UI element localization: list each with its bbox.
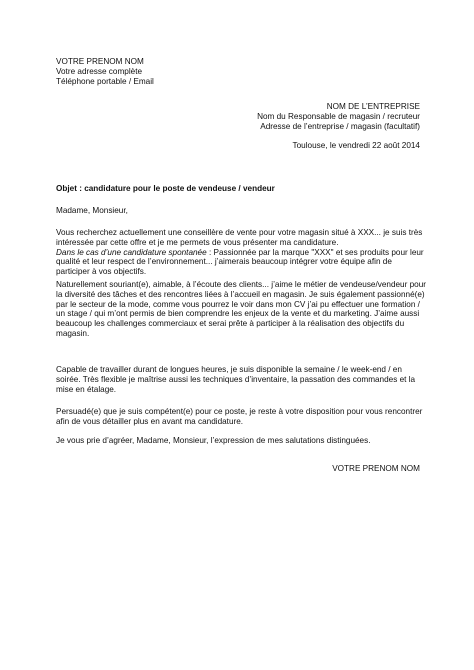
paragraph-3-line: Capable de travailler durant de longues heures, je suis disponible la semaine / le week-end / en [56, 365, 402, 374]
paragraph-1-line: intéressée par cette offre et je me permets de vous présenter ma candidature. [56, 237, 339, 247]
date-line: Toulouse, le vendredi 22 août 2014 [292, 141, 420, 150]
paragraph-4-line: afin de vous détailler plus en avant ma candidature. [56, 416, 244, 426]
salutation: Madame, Monsieur, [56, 206, 128, 215]
paragraph-3-line: soirée. Très flexible je maîtrise aussi les techniques d’inventaire, la passation des commandes et la [56, 374, 416, 384]
paragraph-2-line: la diversité des tâches et des rencontres liées à l’accueil en magasin. Je suis également passionné(e) [56, 289, 425, 299]
paragraph-4 [56, 407, 424, 427]
spontaneous-application-note: Dans le cas d’une candidature spontanée [56, 247, 207, 257]
paragraph-2-line: par le secteur de la mode, comme vous pourrez le voir dans mon CV j’ai pu effectuer une formation / [56, 299, 420, 309]
recipient-company: NOM DE L’ENTREPRISE [326, 102, 420, 111]
paragraph-2 [56, 280, 424, 339]
paragraph-1 [56, 228, 424, 277]
subject-line: Objet : candidature pour le poste de vendeuse / vendeur [56, 184, 275, 193]
paragraph-2-line: beaucoup les challenges commerciaux et serai prête à participer à la réalisation des objectifs du [56, 319, 405, 329]
paragraph-1-line: qualité et leur respect de l’environnement... j’aimerais beaucoup intégrer votre équipe afin de [56, 257, 392, 267]
paragraph-1-line: Vous recherchez actuellement une conseillère de vente pour votre magasin situé à XXX... je suis très [56, 228, 423, 237]
sender-address: Votre adresse complète [56, 66, 143, 76]
paragraph-4-line: Persuadé(e) que je suis compétent(e) pour ce poste, je reste à votre disposition pour vous rencontrer [56, 407, 423, 416]
paragraph-5-line: Je vous prie d’agréer, Madame, Monsieur, l’expression de mes salutations distinguées. [56, 436, 371, 445]
paragraph-1-line: participer à vos objectifs. [56, 267, 147, 277]
sender-contact: Téléphone portable / Email [56, 76, 154, 86]
paragraph-3 [56, 365, 424, 394]
paragraph-2-line: un stage / qui m’ont permis de bien comprendre les enjeux de la vente et du marketing. J’aime aussi [56, 309, 420, 319]
paragraph-5 [56, 436, 424, 446]
recipient-manager: Nom du Responsable de magasin / recruteur [257, 111, 420, 121]
signature: VOTRE PRENOM NOM [332, 464, 420, 473]
recipient-block [257, 102, 420, 131]
paragraph-1-line [56, 248, 424, 258]
paragraph-3-line: mise en étalage. [56, 384, 117, 394]
paragraph-2-line: magasin. [56, 328, 90, 338]
sender-name: VOTRE PRENOM NOM [56, 57, 144, 66]
paragraph-1-line-rest: : Passionnée par la marque "XXX" et ses produits pour leur [206, 247, 424, 257]
recipient-address: Adresse de l’entreprise / magasin (facultatif) [260, 121, 420, 131]
paragraph-2-line: Naturellement souriant(e), aimable, à l’écoute des clients... j’aime le métier de vendeuse/vendeur pour [56, 280, 426, 289]
sender-block [56, 57, 154, 86]
